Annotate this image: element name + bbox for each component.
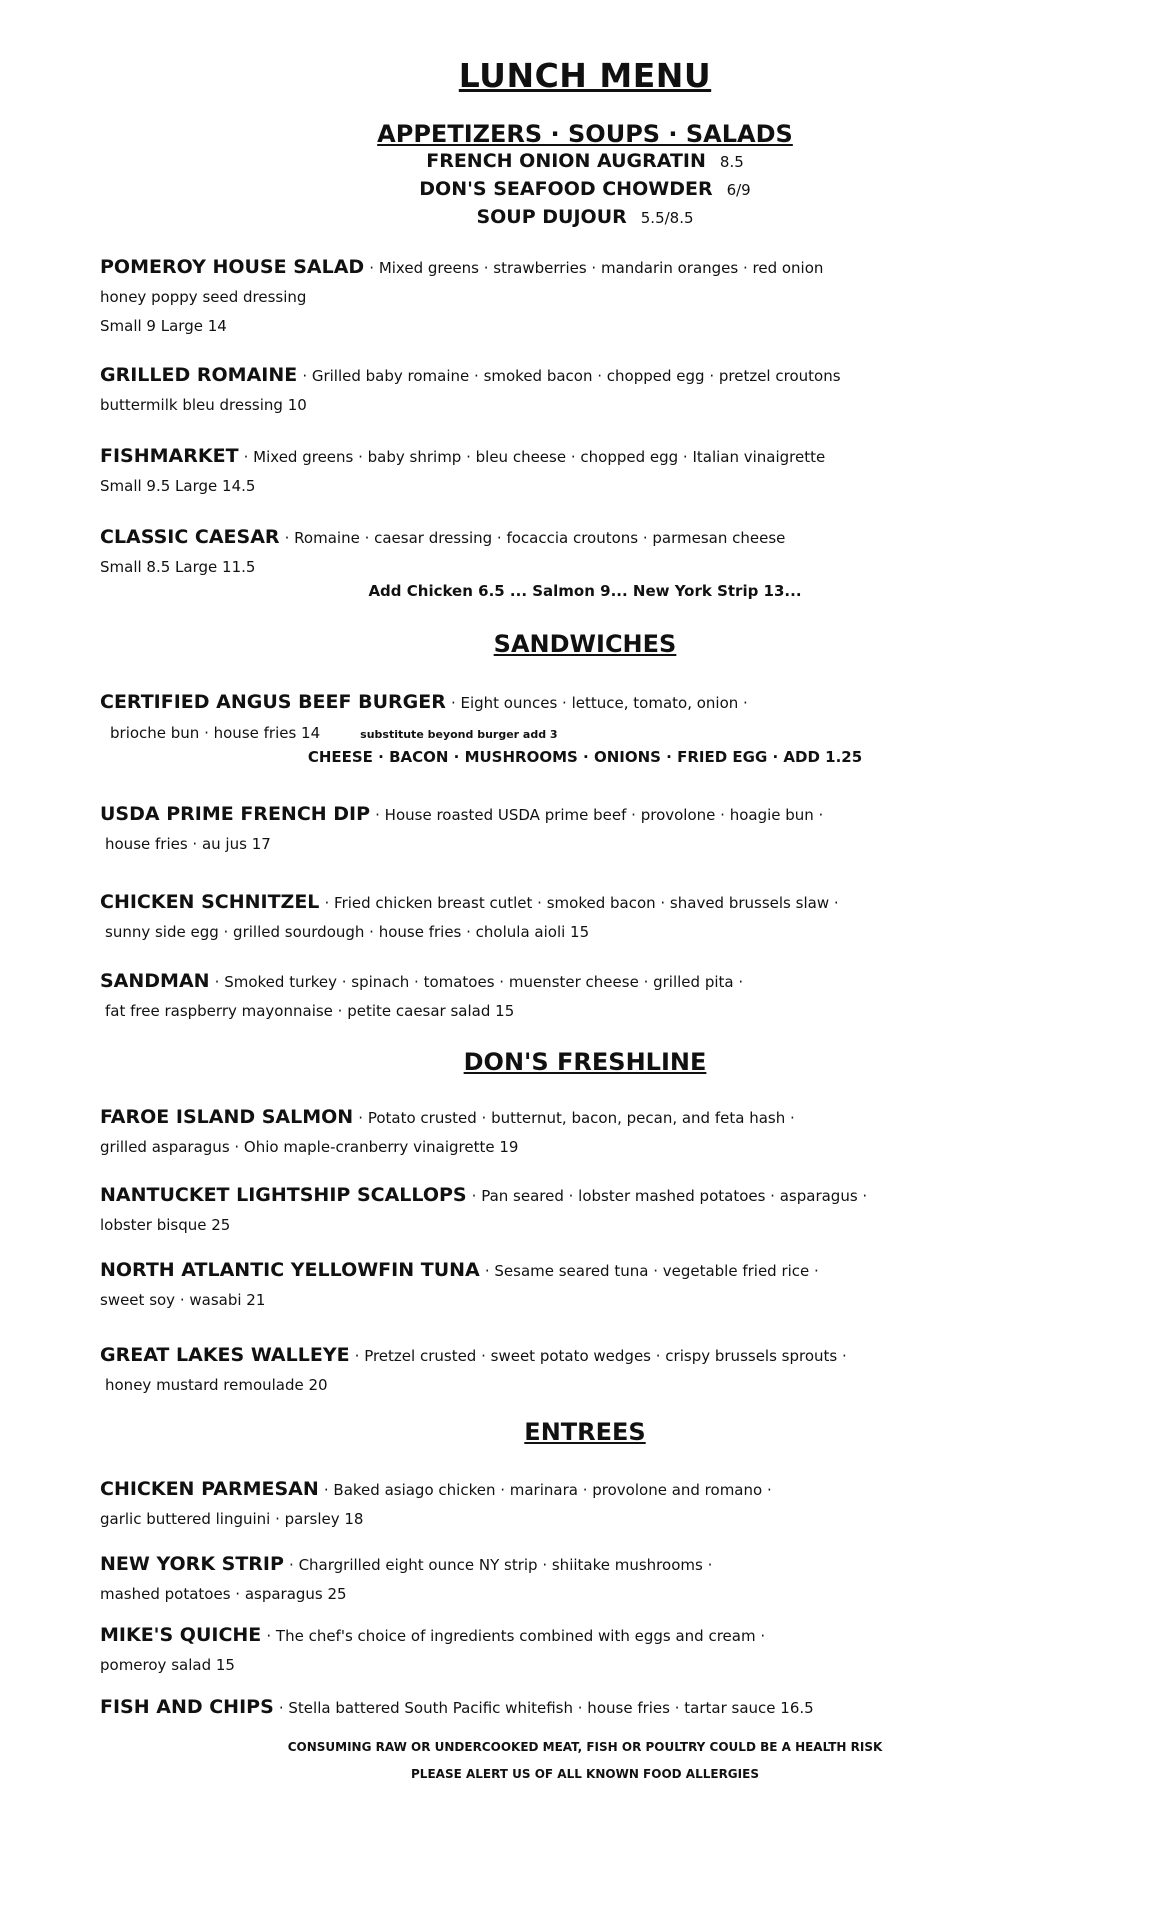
section-heading-freshline: DON'S FRESHLINE bbox=[463, 1048, 707, 1076]
item-name: SANDMAN bbox=[100, 970, 210, 992]
menu-item bbox=[100, 888, 1100, 947]
menu-item bbox=[100, 1621, 1100, 1680]
substitute-note: substitute beyond burger add 3 bbox=[360, 728, 558, 741]
soup-price: 8.5 bbox=[719, 153, 744, 171]
salad-addons: Add Chicken 6.5 ... Salmon 9... New York Strip 13... bbox=[368, 582, 802, 600]
menu-item bbox=[100, 1693, 1100, 1723]
item-description-line: honey poppy seed dressing bbox=[100, 288, 307, 306]
item-name: CHICKEN PARMESAN bbox=[100, 1478, 319, 1500]
menu-item bbox=[100, 523, 1100, 582]
item-description: · Chargrilled eight ounce NY strip · shiitake mushrooms · bbox=[289, 1556, 713, 1574]
item-name: POMEROY HOUSE SALAD bbox=[100, 256, 365, 278]
item-description: · Romaine · caesar dressing · focaccia croutons · parmesan cheese bbox=[284, 529, 786, 547]
item-description-line: pomeroy salad 15 bbox=[100, 1656, 235, 1674]
soup-item bbox=[0, 150, 1170, 172]
item-description: · Baked asiago chicken · marinara · provolone and romano · bbox=[323, 1481, 772, 1499]
menu-item bbox=[100, 442, 1100, 501]
item-name: CHICKEN SCHNITZEL bbox=[100, 891, 320, 913]
soup-item bbox=[0, 206, 1170, 228]
item-description-line: mashed potatoes · asparagus 25 bbox=[100, 1585, 347, 1603]
item-price-line: Small 8.5 Large 11.5 bbox=[100, 558, 256, 576]
burger-toppings: CHEESE · BACON · MUSHROOMS · ONIONS · FRIED EGG · ADD 1.25 bbox=[307, 748, 863, 766]
item-description: · Smoked turkey · spinach · tomatoes · muenster cheese · grilled pita · bbox=[214, 973, 744, 991]
soup-name: SOUP DUJOUR bbox=[476, 206, 627, 228]
item-name: GREAT LAKES WALLEYE bbox=[100, 1344, 350, 1366]
item-description-line: fat free raspberry mayonnaise · petite caesar salad 15 bbox=[105, 1002, 515, 1020]
item-description: · Eight ounces · lettuce, tomato, onion · bbox=[450, 694, 748, 712]
menu-item bbox=[100, 1475, 1100, 1534]
menu-item bbox=[100, 1103, 1100, 1162]
item-name: GRILLED ROMAINE bbox=[100, 364, 298, 386]
item-description-line: lobster bisque 25 bbox=[100, 1216, 231, 1234]
item-name: CLASSIC CAESAR bbox=[100, 526, 280, 548]
item-description: · Mixed greens · strawberries · mandarin oranges · red onion bbox=[369, 259, 824, 277]
soup-name: FRENCH ONION AUGRATIN bbox=[426, 150, 706, 172]
menu-item bbox=[100, 967, 1100, 1026]
menu-item bbox=[100, 800, 1100, 859]
menu-item bbox=[100, 1181, 1100, 1240]
item-name: USDA PRIME FRENCH DIP bbox=[100, 803, 371, 825]
item-price-line: Small 9.5 Large 14.5 bbox=[100, 477, 256, 495]
item-name: CERTIFIED ANGUS BEEF BURGER bbox=[100, 691, 446, 713]
item-description-line: grilled asparagus · Ohio maple-cranberry vinaigrette 19 bbox=[100, 1138, 519, 1156]
soup-item bbox=[0, 178, 1170, 200]
menu-item bbox=[100, 253, 1100, 341]
item-description-line: house fries · au jus 17 bbox=[105, 835, 271, 853]
item-name: FISH AND CHIPS bbox=[100, 1696, 274, 1718]
item-description-line: sunny side egg · grilled sourdough · house fries · cholula aioli 15 bbox=[105, 923, 590, 941]
menu-item bbox=[100, 1550, 1100, 1609]
item-name: MIKE'S QUICHE bbox=[100, 1624, 262, 1646]
item-description-line: buttermilk bleu dressing 10 bbox=[100, 396, 307, 414]
item-description: · Mixed greens · baby shrimp · bleu cheese · chopped egg · Italian vinaigrette bbox=[243, 448, 826, 466]
item-description: · Pretzel crusted · sweet potato wedges · crispy brussels sprouts · bbox=[354, 1347, 847, 1365]
item-description: · Pan seared · lobster mashed potatoes · asparagus · bbox=[471, 1187, 868, 1205]
soup-price: 6/9 bbox=[726, 181, 751, 199]
health-disclaimer bbox=[0, 1734, 1170, 1788]
soup-price: 5.5/8.5 bbox=[640, 209, 694, 227]
menu-item bbox=[100, 1341, 1100, 1400]
item-name: FAROE ISLAND SALMON bbox=[100, 1106, 354, 1128]
item-price-line: Small 9 Large 14 bbox=[100, 317, 227, 335]
allergy-notice: PLEASE ALERT US OF ALL KNOWN FOOD ALLERGIES bbox=[411, 1767, 759, 1781]
item-name: NORTH ATLANTIC YELLOWFIN TUNA bbox=[100, 1259, 480, 1281]
item-description-line: honey mustard remoulade 20 bbox=[105, 1376, 328, 1394]
item-description: · Potato crusted · butternut, bacon, pecan, and feta hash · bbox=[358, 1109, 795, 1127]
menu-item bbox=[100, 688, 1100, 749]
item-description: · Fried chicken breast cutlet · smoked bacon · shaved brussels slaw · bbox=[324, 894, 839, 912]
item-description: · House roasted USDA prime beef · provolone · hoagie bun · bbox=[375, 806, 824, 824]
item-description-line: garlic buttered linguini · parsley 18 bbox=[100, 1510, 364, 1528]
item-description: · Grilled baby romaine · smoked bacon · chopped egg · pretzel croutons bbox=[302, 367, 841, 385]
item-description-line: brioche bun · house fries 14 bbox=[110, 724, 321, 742]
disclaimer-line: CONSUMING RAW OR UNDERCOOKED MEAT, FISH OR POULTRY COULD BE A HEALTH RISK bbox=[287, 1740, 883, 1754]
soup-name: DON'S SEAFOOD CHOWDER bbox=[419, 178, 713, 200]
menu-item bbox=[100, 1256, 1100, 1315]
item-description: · Stella battered South Pacific whitefish · house fries · tartar sauce 16.5 bbox=[278, 1699, 814, 1717]
section-heading-sandwiches: SANDWICHES bbox=[493, 630, 677, 658]
item-description-line: sweet soy · wasabi 21 bbox=[100, 1291, 266, 1309]
item-name: FISHMARKET bbox=[100, 445, 239, 467]
item-name: NEW YORK STRIP bbox=[100, 1553, 284, 1575]
section-heading-entrees: ENTREES bbox=[524, 1418, 646, 1446]
item-description: · Sesame seared tuna · vegetable fried rice · bbox=[484, 1262, 819, 1280]
item-name: NANTUCKET LIGHTSHIP SCALLOPS bbox=[100, 1184, 467, 1206]
section-heading-appetizers: APPETIZERS · SOUPS · SALADS bbox=[377, 120, 793, 148]
menu-title: LUNCH MENU bbox=[458, 56, 712, 95]
menu-item bbox=[100, 361, 1100, 420]
item-description: · The chef's choice of ingredients combined with eggs and cream · bbox=[266, 1627, 766, 1645]
